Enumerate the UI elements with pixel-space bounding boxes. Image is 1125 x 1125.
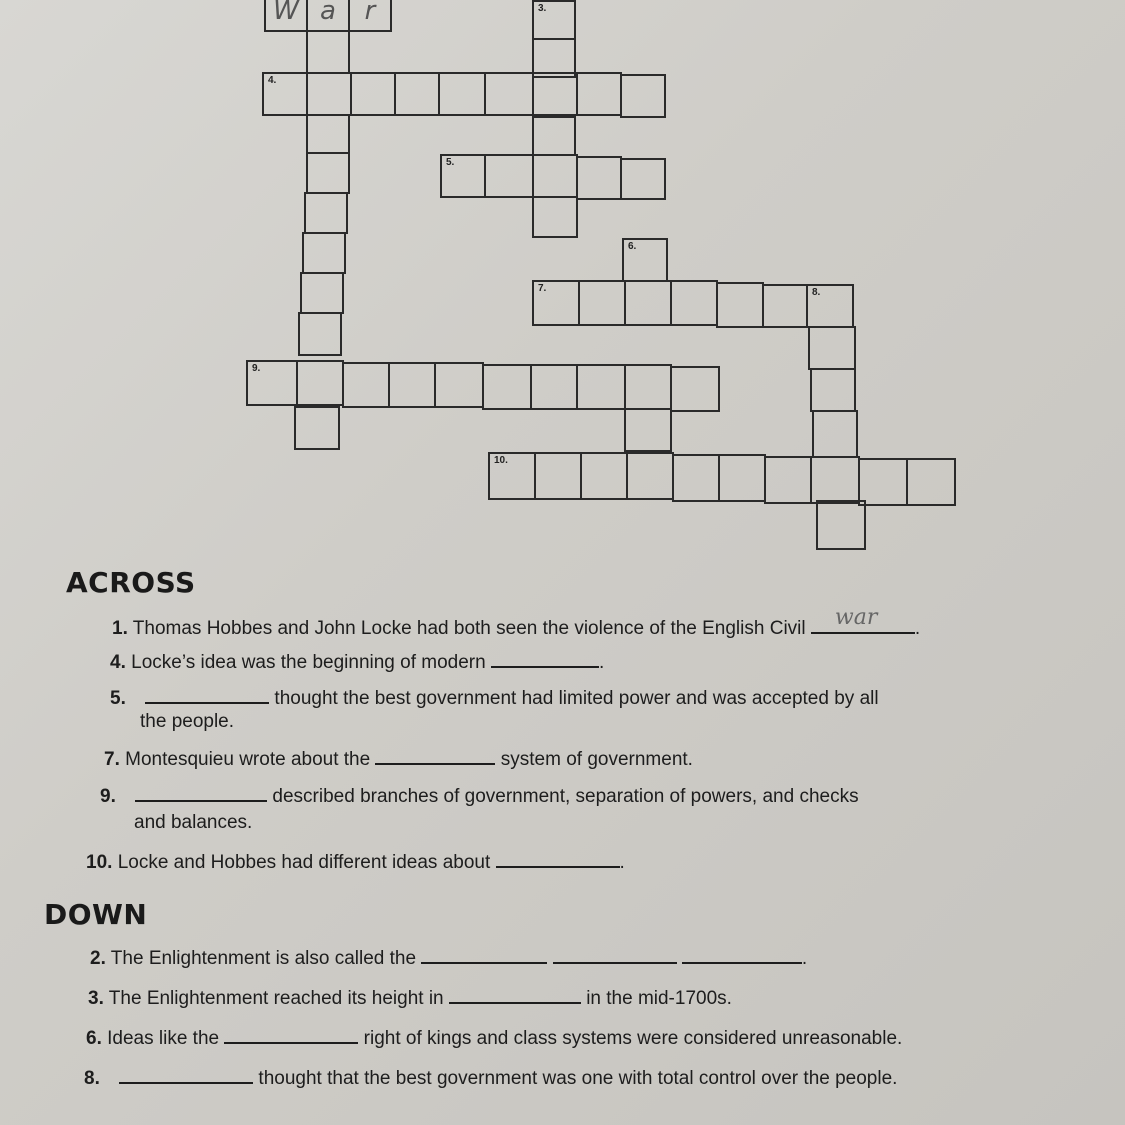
crossword-cell[interactable] — [484, 72, 534, 116]
down-heading: DOWN — [44, 898, 148, 931]
crossword-cell[interactable] — [716, 282, 764, 328]
clue-number-label: 1. — [112, 618, 128, 639]
crossword-cell[interactable] — [620, 158, 666, 200]
crossword-cell[interactable] — [624, 364, 672, 410]
answer-blank[interactable] — [682, 944, 802, 964]
clue-number-label: 9. — [100, 786, 116, 807]
clue-number-label: 8. — [84, 1068, 100, 1089]
answer-blank[interactable] — [135, 782, 267, 802]
crossword-cell[interactable] — [348, 0, 392, 32]
crossword-cell[interactable] — [304, 192, 348, 234]
crossword-cell[interactable] — [858, 458, 908, 506]
crossword-cell[interactable] — [530, 364, 578, 410]
clue-down-3 — [88, 984, 732, 1011]
answer-blank[interactable] — [553, 944, 677, 964]
crossword-cell[interactable] — [576, 72, 622, 116]
crossword-cell[interactable] — [306, 72, 352, 116]
crossword-cell[interactable] — [816, 500, 866, 550]
clue-text: . — [914, 618, 921, 639]
crossword-cell[interactable] — [306, 114, 350, 154]
clue-number: 5. — [446, 157, 455, 168]
crossword-cell[interactable] — [906, 458, 956, 506]
clue-across-10 — [86, 848, 625, 875]
crossword-cell[interactable] — [810, 368, 856, 412]
answer-blank[interactable] — [119, 1064, 253, 1084]
crossword-cell[interactable] — [624, 408, 672, 452]
answer-blank[interactable] — [224, 1024, 358, 1044]
clue-text: The Enlightenment is also called the — [110, 948, 417, 969]
clue-text: . — [598, 652, 605, 673]
crossword-cell[interactable] — [576, 364, 626, 410]
clue-number-label: 10. — [86, 852, 113, 873]
crossword-cell[interactable] — [812, 410, 858, 458]
clue-text: thought that the best government was one with total control over the people. — [258, 1068, 898, 1089]
clue-across-7 — [104, 745, 693, 772]
clue-number-label: 6. — [86, 1028, 102, 1049]
clue-text: The Enlightenment reached its height in — [108, 988, 444, 1009]
crossword-cell[interactable] — [294, 406, 340, 450]
clue-number: 10. — [494, 455, 508, 466]
crossword-cell[interactable] — [532, 154, 578, 198]
handwritten-letter: a — [320, 0, 336, 26]
crossword-cell[interactable] — [264, 0, 308, 32]
crossword-cell[interactable] — [342, 362, 390, 408]
crossword-cell[interactable] — [484, 154, 534, 198]
crossword-cell[interactable] — [576, 156, 622, 200]
clue-number: 3. — [538, 3, 547, 14]
handwritten-answer: war — [834, 605, 878, 630]
crossword-cell[interactable] — [482, 364, 532, 410]
crossword-cell[interactable] — [394, 72, 440, 116]
crossword-cell[interactable] — [350, 72, 396, 116]
clue-text: Montesquieu wrote about the — [125, 749, 371, 770]
crossword-cell[interactable] — [672, 454, 720, 502]
crossword-cell[interactable] — [622, 238, 668, 282]
crossword-cell[interactable] — [298, 312, 342, 356]
clue-across-5-continued: the people. — [140, 711, 235, 732]
crossword-cell[interactable] — [434, 362, 484, 408]
clue-number-label: 7. — [104, 749, 120, 770]
crossword-cell[interactable] — [808, 326, 856, 370]
crossword-cell[interactable] — [488, 452, 536, 500]
crossword-cell[interactable] — [620, 74, 666, 118]
crossword-cell[interactable] — [296, 360, 344, 406]
clue-number: 6. — [628, 241, 637, 252]
clue-down-8 — [84, 1064, 897, 1091]
clue-down-6 — [86, 1024, 902, 1051]
handwritten-letter: r — [364, 0, 376, 26]
crossword-cell[interactable] — [532, 72, 578, 116]
answer-blank[interactable] — [491, 648, 599, 668]
handwritten-letter: W — [273, 0, 299, 26]
clue-number: 8. — [812, 287, 821, 298]
crossword-cell[interactable] — [262, 72, 308, 116]
clue-text: system of government. — [500, 749, 693, 770]
crossword-cell[interactable] — [532, 0, 576, 40]
crossword-cell[interactable] — [388, 362, 436, 408]
crossword-cell[interactable] — [532, 280, 580, 326]
clue-text: Ideas like the — [107, 1028, 220, 1049]
clue-number-label: 4. — [110, 652, 126, 673]
clue-text: right of kings and class systems were considered unreasonable. — [363, 1028, 903, 1049]
crossword-cell[interactable] — [306, 152, 350, 194]
clue-text: described branches of government, separation of powers, and checks — [272, 786, 859, 807]
clue-number: 9. — [252, 363, 261, 374]
crossword-cell[interactable] — [670, 366, 720, 412]
crossword-cell[interactable] — [810, 456, 860, 504]
answer-blank[interactable] — [496, 848, 620, 868]
crossword-cell[interactable] — [532, 196, 578, 238]
clue-number: 4. — [268, 75, 277, 86]
clue-text: Locke and Hobbes had different ideas about — [117, 852, 491, 873]
clue-down-2 — [90, 944, 807, 971]
clue-number-label: 5. — [110, 688, 126, 709]
crossword-cell[interactable] — [534, 452, 582, 500]
crossword-cell[interactable] — [580, 452, 628, 500]
clue-text: Thomas Hobbes and John Locke had both seen the violence of the English Civil — [132, 618, 806, 639]
clue-text: thought the best government had limited power and was accepted by all — [274, 688, 879, 709]
crossword-cell[interactable] — [306, 0, 350, 32]
crossword-cell[interactable] — [806, 284, 854, 328]
crossword-cell[interactable] — [624, 280, 672, 326]
clue-across-5 — [110, 684, 879, 711]
crossword-cell[interactable] — [764, 456, 812, 504]
clue-across-9-continued: and balances. — [134, 812, 253, 833]
clue-number-label: 3. — [88, 988, 104, 1009]
crossword-cell[interactable] — [626, 452, 674, 500]
clue-text: . — [801, 948, 808, 969]
crossword-cell[interactable] — [670, 280, 718, 326]
answer-blank[interactable] — [811, 605, 915, 634]
crossword-cell[interactable] — [440, 154, 486, 198]
clue-text: Locke’s idea was the beginning of modern — [131, 652, 486, 673]
clue-number-label: 2. — [90, 948, 106, 969]
answer-blank[interactable] — [375, 745, 495, 765]
crossword-cell[interactable] — [300, 272, 344, 314]
clue-text: . — [619, 852, 625, 873]
answer-blank[interactable] — [145, 684, 269, 704]
crossword-cell[interactable] — [246, 360, 298, 406]
clue-number: 7. — [538, 283, 547, 294]
crossword-cell[interactable] — [718, 454, 766, 502]
crossword-cell[interactable] — [438, 72, 486, 116]
crossword-cell[interactable] — [532, 116, 576, 156]
clue-across-9 — [100, 782, 859, 809]
clue-across-4 — [110, 648, 604, 675]
answer-blank[interactable] — [449, 984, 581, 1004]
across-heading: ACROSS — [66, 566, 196, 599]
crossword-cell[interactable] — [578, 280, 626, 326]
crossword-cell[interactable] — [762, 284, 808, 328]
clue-across-1 — [112, 605, 921, 641]
crossword-cell[interactable] — [302, 232, 346, 274]
clue-text: in the mid-1700s. — [586, 988, 732, 1009]
crossword-cell[interactable] — [306, 30, 350, 74]
answer-blank[interactable] — [421, 944, 547, 964]
